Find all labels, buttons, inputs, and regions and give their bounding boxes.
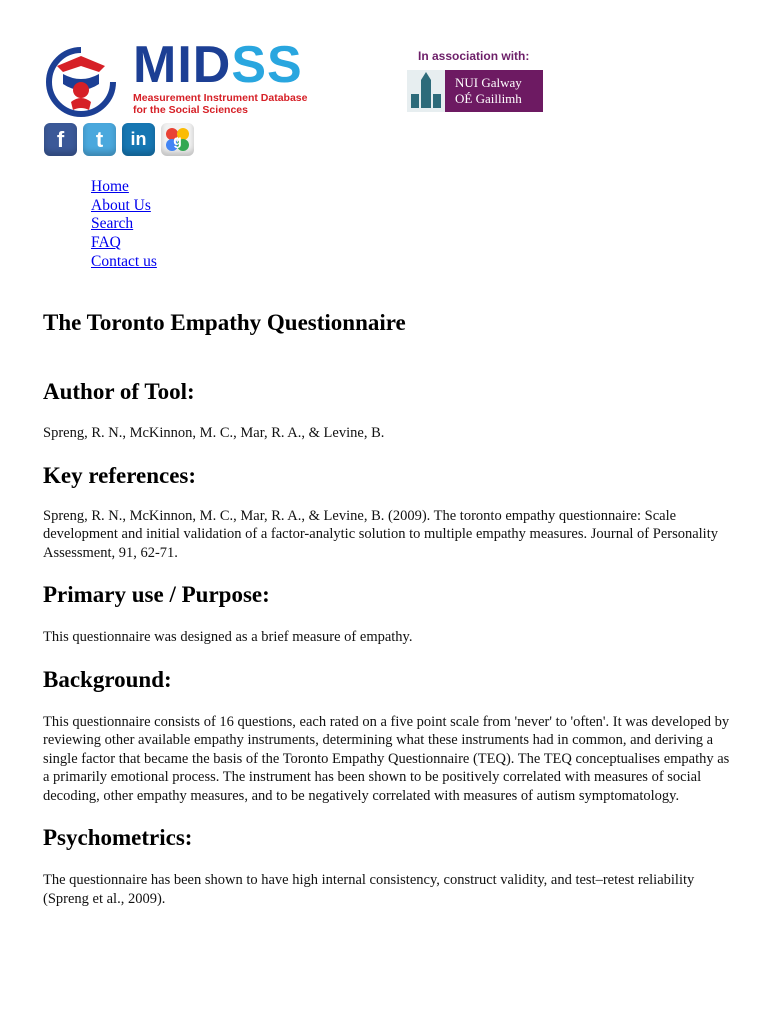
background-text: This questionnaire consists of 16 questions, each rated on a five point scale from 'never' to 'often'. It was developed by reviewing other available empathy instruments, determining what these instruments had in common, and deriving a single factor that became the basis of the Toronto Empathy Questionnaire (TEQ). The TEQ conceptualises empathy as a primarily emotional process. The instrument has been shown to be positively correlated with measures of social decoding, other empathy measures, and to be negatively correlated with measures of autism symptomatology.: [43, 713, 730, 804]
primary-use-heading: Primary use / Purpose:: [43, 582, 270, 607]
main-nav: [91, 178, 157, 272]
nav-about-us[interactable]: About Us: [91, 196, 151, 214]
primary-use-text: This questionnaire was designed as a brief measure of empathy.: [43, 629, 413, 645]
logo-title: MIDSS: [133, 36, 303, 94]
psychometrics-text: The questionnaire has been shown to have high internal consistency, construct validity, and test–retest reliability (Spreng et al., 2009).: [43, 872, 695, 907]
social-links: [44, 123, 194, 156]
psychometrics-heading: Psychometrics:: [43, 825, 193, 850]
midss-logo[interactable]: [43, 36, 308, 120]
linkedin-icon[interactable]: in: [122, 123, 155, 156]
nui-text: NUI Galway OÉ Gaillimh: [455, 75, 522, 106]
main-content: [43, 308, 733, 908]
key-references-text: Spreng, R. N., McKinnon, M. C., Mar, R. A., & Levine, B. (2009). The toronto empathy questionnaire: Scale development and initial validation of a factor-analytic solution to multiple empathy measures. Journal of Personality Assessment, 91, 62-71.: [43, 507, 718, 561]
logo-subtitle: Measurement Instrument Database for the Social Sciences: [133, 92, 308, 116]
midss-logo-mark-icon: [43, 44, 119, 120]
background-heading: Background:: [43, 666, 172, 692]
tower-icon: [407, 70, 445, 112]
author-text: Spreng, R. N., McKinnon, M. C., Mar, R. A., & Levine, B.: [43, 425, 385, 441]
facebook-icon[interactable]: f: [44, 123, 77, 156]
page-title: The Toronto Empathy Questionnaire: [43, 310, 406, 335]
svg-text:g: g: [173, 132, 182, 148]
key-references-heading: Key references:: [43, 462, 197, 488]
nav-search[interactable]: Search: [91, 215, 134, 233]
nav-contact-us[interactable]: Contact us: [91, 252, 157, 270]
twitter-icon[interactable]: t: [83, 123, 116, 156]
nui-galway-logo[interactable]: [407, 70, 543, 112]
google-icon[interactable]: [161, 123, 194, 156]
association-label: In association with:: [418, 49, 530, 63]
nav-home[interactable]: Home: [91, 178, 129, 195]
nav-faq[interactable]: FAQ: [91, 234, 121, 252]
author-heading: Author of Tool:: [43, 379, 195, 404]
